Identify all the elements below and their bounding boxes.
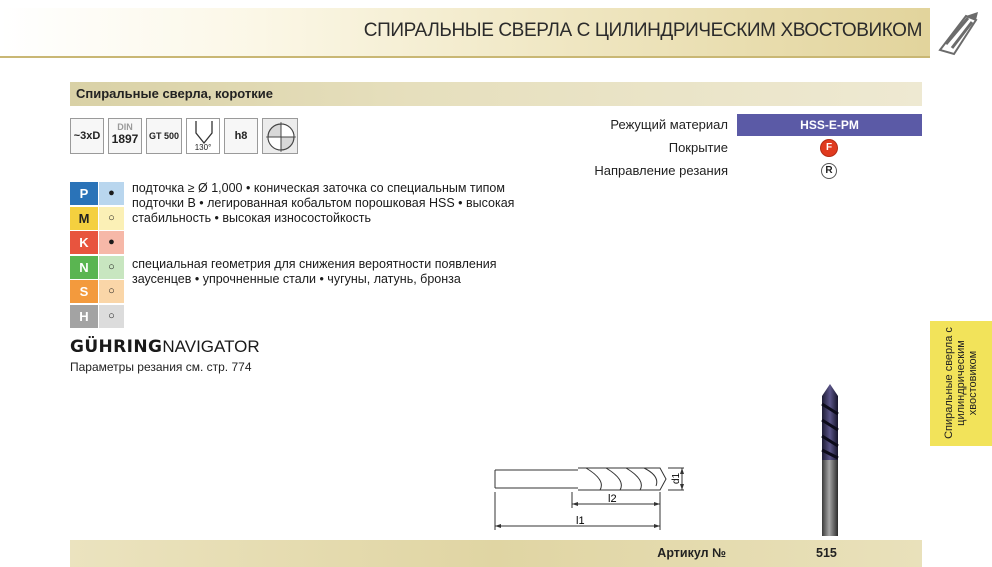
brand-logo: [70, 337, 260, 357]
brand-name: GÜHRING: [70, 337, 163, 357]
cutting-params-link[interactable]: Параметры резания см. стр. 774: [70, 360, 252, 374]
section-title: Спиральные сверла, короткие: [76, 86, 273, 101]
header-band: [0, 0, 992, 66]
section-header: [70, 82, 922, 106]
iso-row-n: [70, 256, 124, 280]
dimension-drawing: [488, 462, 688, 536]
material-label: Режущий материал: [610, 117, 728, 132]
material-row: [560, 114, 922, 136]
direction-cell: [737, 160, 922, 182]
iso-letter: K: [70, 231, 98, 254]
din-standard-icon: [108, 118, 142, 154]
length-ratio-icon: ~3xD: [70, 118, 104, 154]
drill-photo: [812, 384, 848, 540]
iso-suitability: ●: [99, 182, 124, 205]
coating-label: Покрытие: [668, 140, 728, 155]
drill-logo-icon: [936, 10, 982, 56]
application-description: специальная геометрия для снижения вероятности появления заусенцев • упрочненные стали • чугуны, латунь, бронза: [132, 257, 497, 286]
coating-badge-icon: F: [821, 140, 837, 156]
iso-letter: S: [70, 280, 98, 303]
material-value: HSS-E-PM: [737, 114, 922, 136]
iso-material-table: [70, 182, 124, 329]
iso-suitability: ●: [99, 231, 124, 254]
coating-row: [560, 137, 922, 159]
side-tab-label: Спиральные сверла с цилиндрическим хвостовиком: [943, 327, 979, 439]
brand-product: NAVIGATOR: [162, 337, 260, 356]
iso-letter: N: [70, 256, 98, 279]
article-footer: [70, 540, 922, 567]
dim-d1-label: d1: [671, 472, 682, 484]
article-label: Артикул №: [657, 546, 726, 560]
iso-suitability: ○: [99, 280, 124, 303]
header-rule: [0, 56, 930, 58]
cross-section-shape: [263, 119, 299, 155]
point-angle-value: 130°: [194, 143, 212, 152]
iso-suitability: ○: [99, 207, 124, 230]
cross-section-icon: [262, 118, 298, 154]
direction-row: [560, 160, 922, 182]
iso-row-m: [70, 207, 124, 231]
direction-label: Направление резания: [594, 163, 728, 178]
tolerance-icon: h8: [224, 118, 258, 154]
iso-suitability: ○: [99, 305, 124, 328]
iso-row-k: [70, 231, 124, 255]
iso-row-p: [70, 182, 124, 206]
iso-letter: P: [70, 182, 98, 205]
point-angle-icon: [186, 118, 220, 154]
dim-l2-label: l2: [608, 493, 617, 505]
gt-series-icon: GT 500: [146, 118, 182, 154]
coating-cell: [737, 137, 922, 159]
iso-letter: H: [70, 305, 98, 328]
iso-row-s: [70, 280, 124, 304]
page-title: СПИРАЛЬНЫЕ СВЕРЛА С ЦИЛИНДРИЧЕСКИМ ХВОСТОВИКОМ: [363, 20, 922, 41]
side-tab[interactable]: [930, 321, 992, 446]
iso-suitability: ○: [99, 256, 124, 279]
din-number: 1897: [111, 132, 139, 146]
dim-l1-label: l1: [576, 515, 585, 527]
iso-row-h: [70, 305, 124, 329]
din-label: DIN: [117, 122, 133, 132]
article-number: 515: [816, 546, 837, 560]
right-hand-cutting-icon: R: [821, 163, 837, 179]
iso-letter: M: [70, 207, 98, 230]
feature-description: подточка ≥ Ø 1,000 • коническая заточка со специальным типом подточки B • легированная кобальтом порошковая HSS • высокая стабильность • высокая износостойкость: [132, 181, 515, 225]
